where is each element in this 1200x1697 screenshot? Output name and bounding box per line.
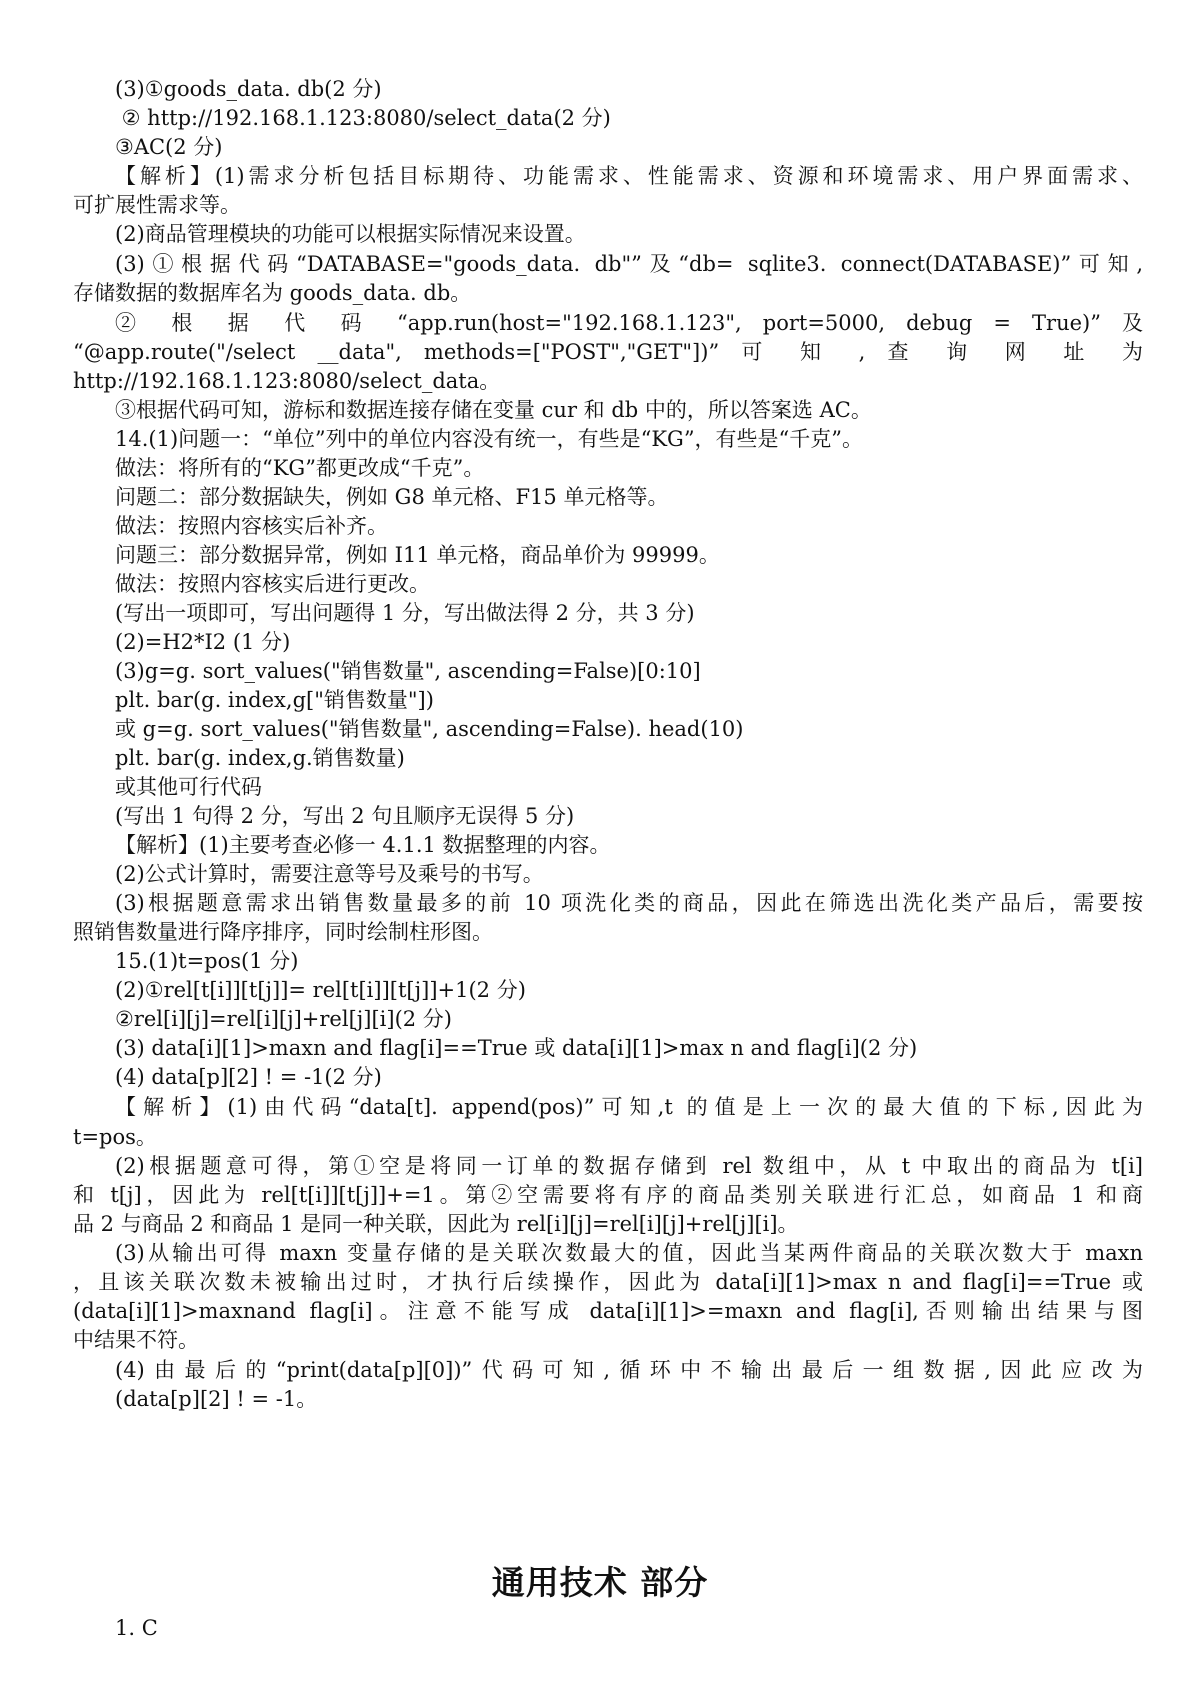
code-line: 或 g=g. sort_values("销售数量", ascending=False). head(10) (115, 717, 744, 741)
analysis-line: (2)商品管理模块的功能可以根据实际情况来设置。 (115, 222, 586, 246)
answer-line: (3) data[i][1]>maxn and flag[i]==True 或 data[i][1]>max n and flag[i](2 分) (115, 1036, 918, 1060)
analysis-line: 和 t[j]，因此为 rel[t[i]][t[j]]+=1。第②空需要将有序的商品类别关联进行汇总，如商品 1 和商 (73, 1183, 1143, 1207)
answer-line: 15.(1)t=pos(1 分) (115, 949, 299, 973)
analysis-line: 存储数据的数据库名为 goods_data. db。 (73, 281, 472, 305)
analysis-line: “@app.route("/select __data", methods=["POST","GET"])” 可 知 , 查 询 网 址 为 (73, 340, 1143, 364)
code-line: (3)g=g. sort_values("销售数量", ascending=False)[0:10] (115, 659, 701, 683)
answer-line: 14.(1)问题一：“单位”列中的单位内容没有统一，有些是“KG”，有些是“千克”。 (115, 427, 864, 451)
analysis-line: (3)从输出可得 maxn 变量存储的是关联次数最大的值，因此当某两件商品的关联次数大于 maxn (115, 1241, 1143, 1265)
analysis-line: http://192.168.1.123:8080/select_data。 (73, 369, 501, 393)
answer-line: 问题三：部分数据异常，例如 I11 单元格，商品单价为 99999。 (115, 543, 720, 567)
analysis-line: 【解析】(1)需求分析包括目标期待、功能需求、性能需求、资源和环境需求、用户界面需求、 (115, 164, 1143, 188)
answer-line: ③AC(2 分) (115, 135, 223, 159)
analysis-line: (data[i][1]>maxnand flag[i]。注意不能写成 data[i][1]>=maxn and flag[i],否则输出结果与图 (73, 1299, 1143, 1323)
analysis-line: (2)根据题意可得，第①空是将同一订单的数据存储到 rel 数组中，从 t 中取出的商品为 t[i] (115, 1154, 1143, 1178)
answer-line: (2)①rel[t[i]][t[j]]= rel[t[i]][t[j]]+1(2 分) (115, 978, 526, 1002)
answer-line: (写出 1 句得 2 分，写出 2 句且顺序无误得 5 分) (115, 804, 575, 828)
code-line: plt. bar(g. index,g["销售数量"]) (115, 688, 434, 712)
analysis-line: ③根据代码可知，游标和数据连接存储在变量 cur 和 db 中的，所以答案选 AC。 (115, 398, 872, 422)
answer-line: (4) data[p][2] ! = -1(2 分) (115, 1065, 382, 1089)
answer-line: ②rel[i][j]=rel[i][j]+rel[j][i](2 分) (115, 1007, 452, 1031)
section-heading: 通用技术 部分 (491, 1563, 709, 1602)
answer-line: 做法：按照内容核实后进行更改。 (115, 572, 430, 596)
analysis-line: ② 根 据 代 码 “app.run(host="192.168.1.123", port=5000, debug = True)” 及 (115, 311, 1143, 335)
analysis-line: 【解析】(1)由代码“data[t]. append(pos)”可知,t 的值是上一次的最大值的下标,因此为 (115, 1095, 1143, 1119)
analysis-line: (4)由最后的“print(data[p][0])”代码可知,循环中不输出最后一组数据,因此应改为 (115, 1358, 1143, 1382)
answer-line: 1. C (115, 1616, 158, 1640)
analysis-line: ，且该关联次数未被输出过时，才执行后续操作，因此为 data[i][1]>max n and flag[i]==True 或 (73, 1270, 1143, 1294)
answer-line: (3)①goods_data. db(2 分) (115, 77, 382, 101)
analysis-line: 品 2 与商品 2 和商品 1 是同一种关联，因此为 rel[i][j]=rel[i][j]+rel[j][i]。 (73, 1212, 799, 1236)
answer-line: ② http://192.168.1.123:8080/select_data(2 分) (115, 106, 611, 130)
analysis-line: t=pos。 (73, 1125, 157, 1149)
analysis-line: 中结果不符。 (73, 1328, 199, 1352)
analysis-line: (2)公式计算时，需要注意等号及乘号的书写。 (115, 862, 544, 886)
analysis-line: 照销售数量进行降序排序，同时绘制柱形图。 (73, 920, 493, 944)
answer-line: 问题二：部分数据缺失，例如 G8 单元格、F15 单元格等。 (115, 485, 669, 509)
answer-line: 或其他可行代码 (115, 775, 262, 799)
answer-line: (2)=H2*I2 (1 分) (115, 630, 291, 654)
answer-line: (写出一项即可，写出问题得 1 分，写出做法得 2 分，共 3 分) (115, 601, 695, 625)
code-line: plt. bar(g. index,g.销售数量) (115, 746, 405, 770)
analysis-line: 【解析】(1)主要考查必修一 4.1.1 数据整理的内容。 (115, 833, 611, 857)
answer-line: 做法：按照内容核实后补齐。 (115, 514, 388, 538)
answer-line: 做法：将所有的“KG”都更改成“千克”。 (115, 456, 485, 480)
analysis-line: (3)根据题意需求出销售数量最多的前 10 项洗化类的商品，因此在筛选出洗化类产品后，需要按 (115, 891, 1143, 915)
analysis-line: (data[p][2] ! = -1。 (115, 1387, 318, 1411)
analysis-line: 可扩展性需求等。 (73, 193, 241, 217)
analysis-line: (3)①根据代码“DATABASE="goods_data. db"”及“db= sqlite3. connect(DATABASE)”可知, (115, 252, 1143, 276)
